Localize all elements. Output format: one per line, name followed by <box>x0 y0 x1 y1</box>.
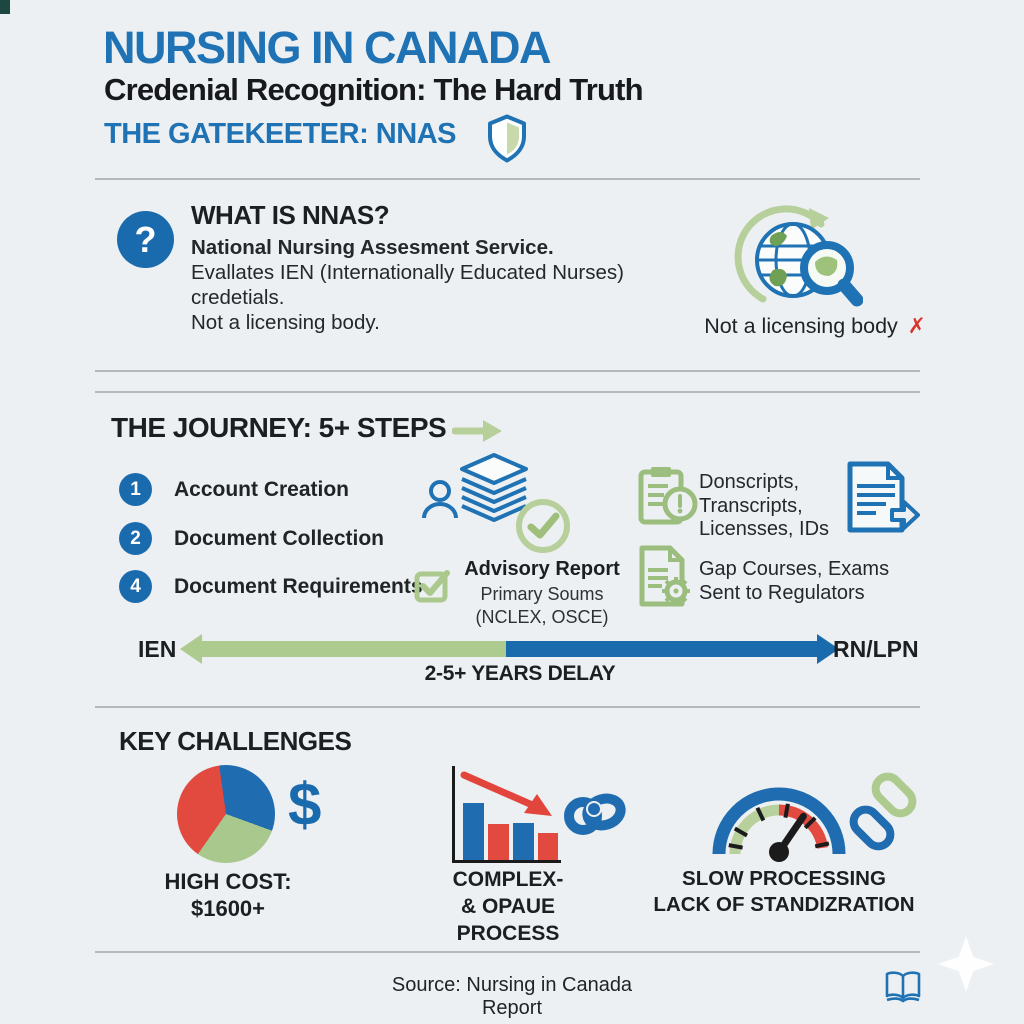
chain-link-icon <box>846 768 920 858</box>
slow-caption <box>638 866 930 918</box>
advisory-line-1: Primary Soums <box>480 584 604 604</box>
what-is-line-1: National Nursing Assesment Service. <box>191 236 554 259</box>
complex-caption <box>428 866 588 947</box>
timeline-start-label: IEN <box>138 636 177 662</box>
divider-5 <box>95 951 920 953</box>
documents-list <box>699 471 829 542</box>
documents-line-3: Licensses, IDs <box>699 518 830 540</box>
step-2-label: Document Collection <box>174 527 385 550</box>
timeline-left-arrowhead <box>180 634 202 664</box>
question-circle-icon: ? <box>117 211 174 268</box>
source-note: Source: Nursing in Canada Report <box>391 974 633 1019</box>
timeline-bar-blue <box>506 641 818 657</box>
complex-line-1: COMPLEX- <box>452 868 564 891</box>
timeline-end-label: RN/LPN <box>833 636 919 662</box>
open-book-icon <box>884 970 922 1004</box>
complex-line-3: PROCESS <box>456 922 560 945</box>
gatekeeper-heading: THE GATEKEETER: NNAS <box>104 118 456 150</box>
dollar-icon: $ <box>288 771 322 838</box>
red-x-mark: ✗ <box>907 314 926 338</box>
slow-line-2: LACK OF STANDIZRATION <box>653 893 915 916</box>
documents-line-1: Donscripts, <box>699 471 800 493</box>
speedometer-icon <box>703 766 855 862</box>
right-arrow-icon <box>452 416 504 446</box>
step-2-badge: 2 <box>119 522 152 555</box>
advisory-title: Advisory Report <box>464 558 620 580</box>
advisory-block <box>452 558 632 628</box>
journey-heading: THE JOURNEY: 5+ STEPS <box>111 412 447 443</box>
advisory-line-2: (NCLEX, OSCE) <box>475 607 609 627</box>
what-is-line-2: Evallates IEN (Internationally Educated Nurses) <box>191 261 624 284</box>
clipboard-clock-icon <box>634 464 700 528</box>
document-gear-icon <box>634 544 696 610</box>
gap-line-1: Gap Courses, Exams <box>699 558 890 580</box>
what-is-body <box>191 235 624 335</box>
step-4-badge: 4 <box>119 570 152 603</box>
globe-caption-text: Not a licensing body <box>704 314 898 338</box>
page-subtitle: Credenial Recognition: The Hard Truth <box>104 72 643 107</box>
person-icon <box>421 480 459 520</box>
shield-icon <box>487 114 527 163</box>
divider-2 <box>95 370 920 372</box>
globe-caption <box>698 314 932 339</box>
gap-line-2: Sent to Regulators <box>699 581 865 604</box>
timeline-bar-green <box>200 641 506 657</box>
timeline-delay-label: 2-5+ YEARS DELAY <box>424 662 616 685</box>
gap-courses-list <box>699 558 889 605</box>
cost-pie-chart <box>177 765 275 863</box>
what-is-line-4: Not a licensing body. <box>191 311 380 334</box>
step-1-label: Account Creation <box>174 478 350 501</box>
what-is-line-3: credetials. <box>191 286 285 309</box>
divider-3 <box>95 391 920 393</box>
what-is-heading: WHAT IS NNAS? <box>191 200 390 230</box>
cost-line-1: HIGH COST: <box>164 869 292 894</box>
corner-mark <box>0 0 10 14</box>
divider-1 <box>95 178 920 180</box>
step-1-badge: 1 <box>119 473 152 506</box>
tangled-knot-icon <box>561 785 629 843</box>
sparkle-icon <box>938 936 994 992</box>
globe-magnifier-icon <box>733 196 863 318</box>
checkbox-icon <box>413 566 451 604</box>
document-send-icon <box>840 458 920 536</box>
divider-4 <box>95 706 920 708</box>
documents-line-2: Transcripts, <box>699 494 803 517</box>
cost-line-2: $1600+ <box>190 896 266 921</box>
page-title: NURSING IN CANADA <box>103 22 550 73</box>
check-circle-icon <box>515 498 571 554</box>
challenges-heading: KEY CHALLENGES <box>119 726 352 756</box>
step-4-label: Document Requirements <box>174 575 423 598</box>
slow-line-1: SLOW PROCESSING <box>682 867 886 890</box>
complex-line-2: & OPAUE <box>460 895 556 918</box>
cost-caption <box>138 868 318 922</box>
decline-arrow-icon <box>458 768 560 826</box>
